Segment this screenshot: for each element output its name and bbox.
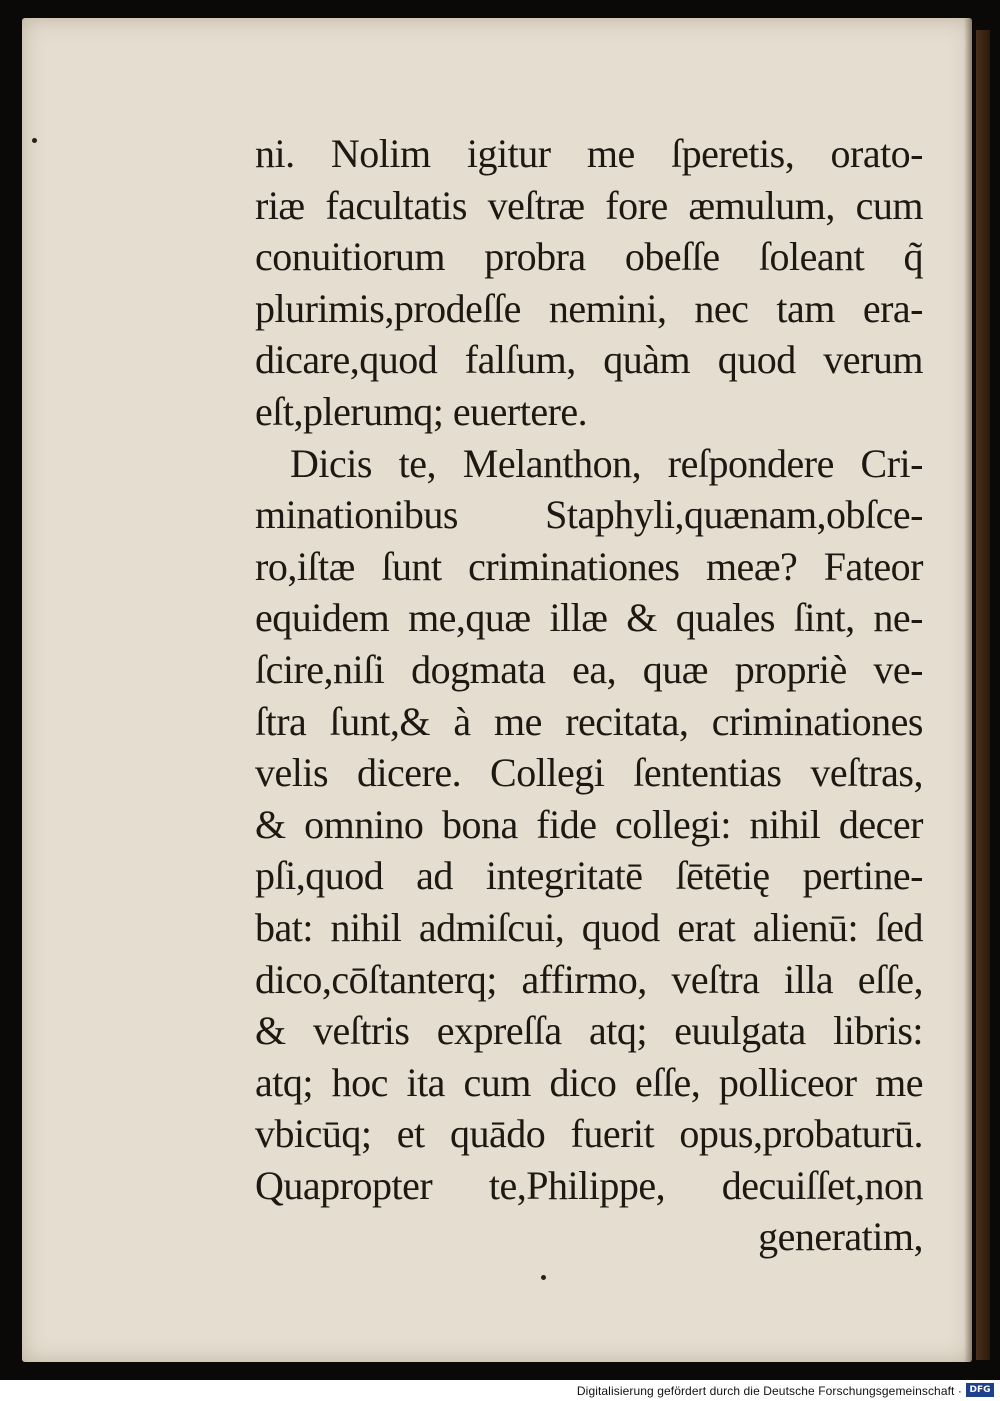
footer-bar [0,1380,1000,1401]
text-line: ſtra ſunt,& à me recitata, criminationes [255,698,923,744]
catchword: generatim, [758,1214,923,1260]
dfg-logo-icon: DFG [966,1383,994,1397]
text-line: ni. Nolim igitur me ſperetis, orato- [255,131,923,176]
text-line: ſcire,niſi dogmata ea, quæ propriè ve- [255,646,923,692]
text-line: dico,cōſtanterq; affirmo, veſtra illa eſſe, [255,956,923,1002]
text-line: Quapropter te,Philippe, decuiſſet,non [255,1162,923,1208]
book-edge [976,30,990,1360]
funding-credit: Digitalisierung gefördert durch die Deutsche Forschungsgemeinschaft · [576,1384,962,1398]
text-line: eſt,plerumq; euertere. [255,388,588,434]
ink-speck [32,138,37,143]
text-line: dicare,quod falſum, quàm quod verum [255,337,923,383]
text-line: & veſtris expreſſa atq; euulgata libris: [255,1008,923,1054]
paragraph-start-line: Dicis te, Melanthon, reſpondere Cri- [290,440,923,486]
text-line: conuitiorum probra obeſſe ſoleant q̃ [255,234,923,280]
text-line: equidem me,quæ illæ & quales ſint, ne- [255,595,923,641]
text-line: atq; hoc ita cum dico eſſe, polliceor me [255,1059,923,1105]
ink-speck [541,1275,546,1280]
text-line: minationibus Staphyli,quænam,obſce- [255,492,923,538]
text-line: ro,iſtæ ſunt criminationes meæ? Fateor [255,543,923,589]
text-line: velis dicere. Collegi ſententias veſtras, [255,750,923,796]
text-line: vbicūq; et quādo fuerit opus,probaturū. [255,1111,923,1157]
text-line: pſi,quod ad integritatē ſētētię pertine- [255,853,923,899]
body-text [255,128,923,1263]
text-line: & omnino bona fide collegi: nihil decer [255,801,923,847]
text-line: riæ facultatis veſtræ fore æmulum, cum [255,182,923,228]
text-line: bat: nihil admiſcui, quod erat alienū: ſed [255,904,923,950]
text-line: plurimis,prodeſſe nemini, nec tam era- [255,285,923,331]
